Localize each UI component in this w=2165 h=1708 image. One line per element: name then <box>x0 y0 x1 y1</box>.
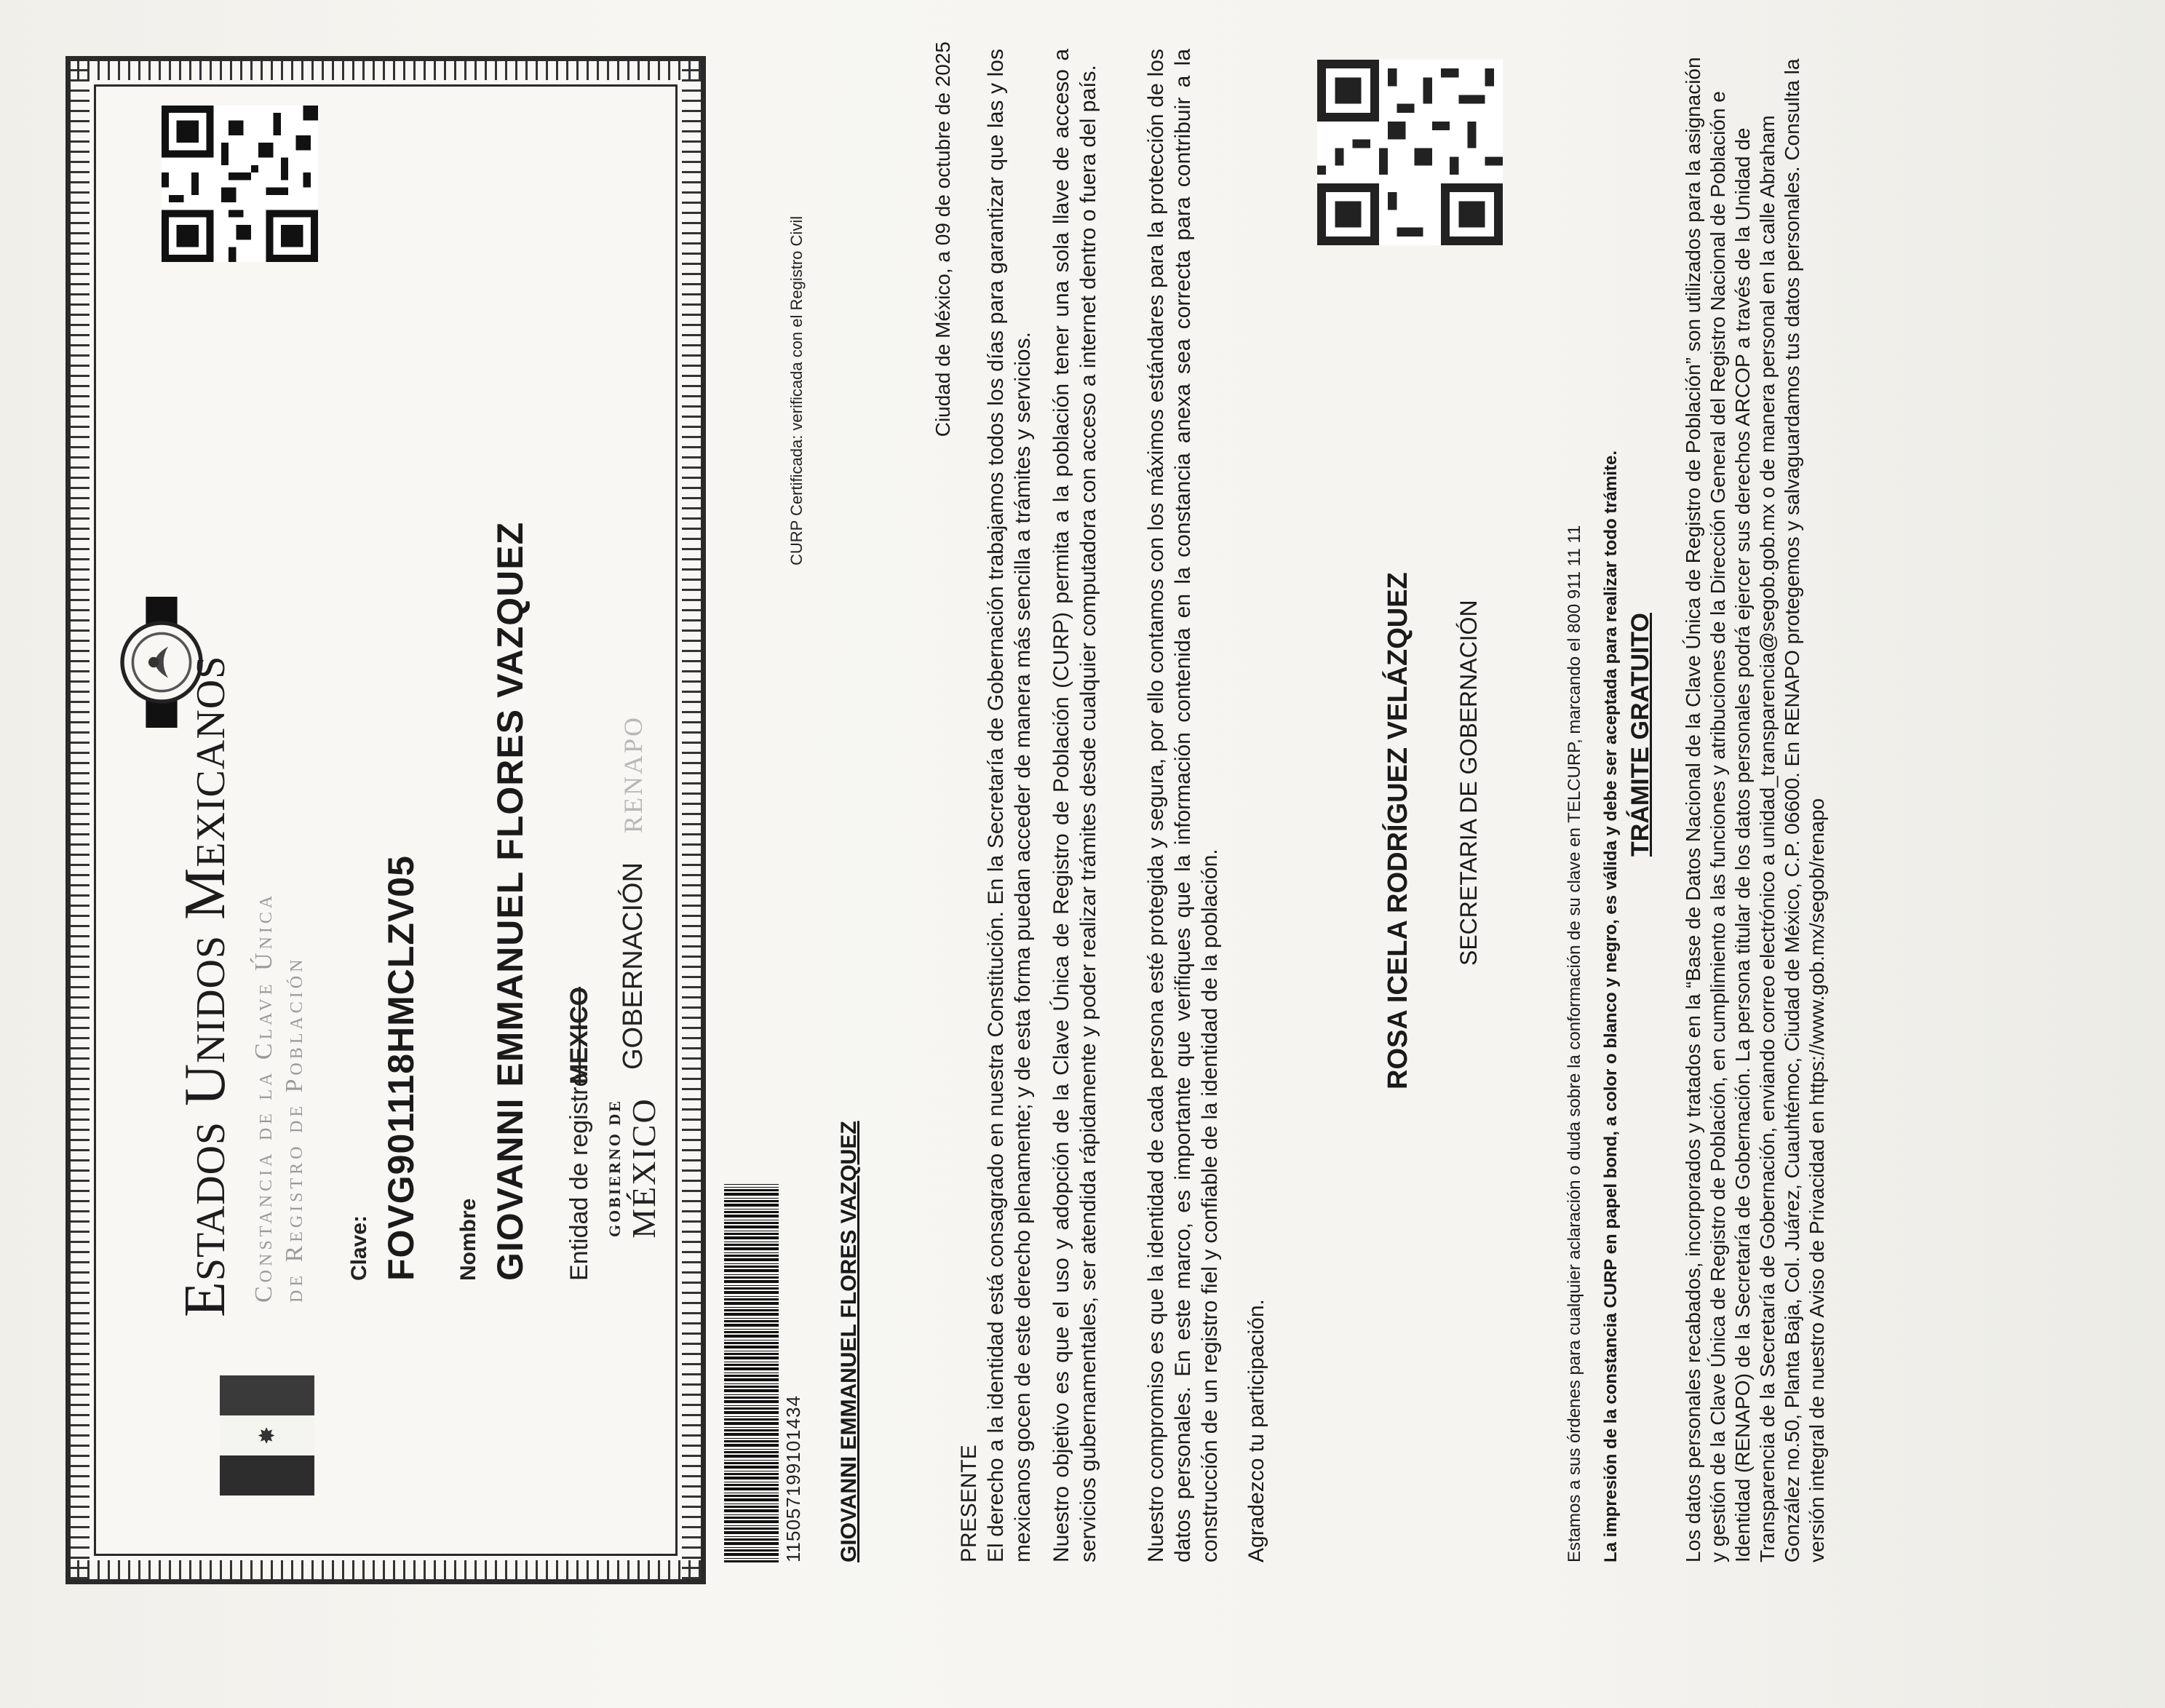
curp-certificate <box>65 56 837 1584</box>
certificate-qr-code-icon <box>162 106 318 262</box>
certificate-border <box>65 56 706 1584</box>
certificate-subtitle <box>249 575 310 1303</box>
barcode-number: 115057199101434 <box>782 1395 804 1562</box>
official-qr-code-icon <box>1317 60 1503 245</box>
entidad-value: MEXICO <box>565 986 593 1084</box>
clave-value: FOVG901118HMCLZV05 <box>381 855 421 1281</box>
free-procedure-notice: TRÁMITE GRATUITO <box>1626 613 1654 857</box>
mexico-flag-icon: ✸ <box>220 1375 314 1496</box>
nombre-value: GIOVANNI EMMANUEL FLORES VAZQUEZ <box>490 521 531 1281</box>
signatory-name: ROSA ICELA RODRÍGUEZ VELÁZQUEZ <box>1383 572 1413 1089</box>
renapo-logo-text: RENAPO <box>619 715 648 833</box>
privacy-notice: Los datos personales recabados, incorporados y tratados en la “Base de Datos Nacional de la Clave Única de Registro de Población” son utilizados para la asignación y gestión de la Clave Única de Registro de Población, en cumplimiento a las funciones y atribuciones de la Dirección General del Registro Nacional de Población e Identidad (RENAPO) de la Secretaría de Gobernación. La persona titular de los datos personales podrá ejercer sus derechos ARCOP a través de la Unidad de Transparencia de la Secretaría de Gobernación, enviando correo electrónico a unidad_transparencia@segob.gob.mx o de manera personal en la calle Abraham González no.50, Planta Baja, Col. Juárez, Cuauhtémoc, Ciudad de México, C.P. 06600. En RENAPO protegemos y salvaguardamos tus datos personales. Consulta la versión integral de nuestro Aviso de Privacidad en https://www.gob.mx/segob/renapo <box>1682 57 1828 1562</box>
paragraph-identity: El derecho a la identidad está consagrado en nuestra Constitución. En la Secretaría de Gobernación trabajamos todos los días para garantizar que las y los mexicanos gocen de este derecho plenamente; y de esta forma puedan acceder de manera más sencilla a trámites y servicios. <box>984 49 1035 1562</box>
recipient-name: GIOVANNI EMMANUEL FLORES VAZQUEZ <box>837 1121 861 1562</box>
city-date: Ciudad de México, a 09 de octubre de 2025 <box>931 41 954 437</box>
thanks-line: Agradezco tu participación. <box>1244 1299 1268 1562</box>
signatory-title: SECRETARIA DE GOBERNACIÓN <box>1455 600 1482 966</box>
greeting: PRESENTE <box>957 1445 981 1562</box>
paragraph-objective: Nuestro objetivo es que el uso y adopción de la Clave Única de Registro de Población (CURP) permita a la población tener una sola llave de acceso a servicios gubernamentales, ser atendida rápidamente y poder realizar trámites desde cualquier computadora con acceso a internet dentro o fuera del país. <box>1049 49 1100 1562</box>
certificate-title: Estados Unidos Mexicanos <box>173 655 237 1317</box>
gov-logo-top-text: GOBIERNO DE <box>605 1098 624 1238</box>
curp-certified-note: CURP Certificada: verificada con el Registro Civil <box>787 215 806 565</box>
printing-validity-note: La impresión de la constancia CURP en papel bond, a color o blanco y negro, es válida y debe ser aceptada para realizar todo trámite. <box>1601 450 1621 1562</box>
clave-label: Clave: <box>347 1215 371 1281</box>
paragraph-commitment: Nuestro compromiso es que la identidad de cada persona esté protegida y segura, por ello contamos con los máximos estándares para la protección de los datos personales. En este marco, es importante que verifiques que la información contenida en la constancia anexa sea correcta para contribuir a la construcción de un registro fiel y confiable de la identidad de la población. <box>1144 49 1222 1562</box>
nombre-label: Nombre <box>456 1198 480 1281</box>
subtitle-line-2: de Registro de Población <box>281 956 308 1303</box>
barcode <box>724 1184 779 1562</box>
telcurp-note: Estamos a sus órdenes para cualquier aclaración o duda sobre la conformación de su clave en TELCURP, marcando el 800 911 11 11 <box>1565 525 1584 1562</box>
subtitle-line-1: Constancia de la Clave Única <box>250 891 277 1303</box>
entidad-label: Entidad de registro: <box>565 1066 593 1281</box>
gobernacion-logo-text: GOBERNACIÓN <box>618 862 648 1070</box>
gov-logo-bottom-text: MÉXICO <box>625 1097 662 1239</box>
gobierno-de-mexico-logo <box>605 1088 686 1248</box>
